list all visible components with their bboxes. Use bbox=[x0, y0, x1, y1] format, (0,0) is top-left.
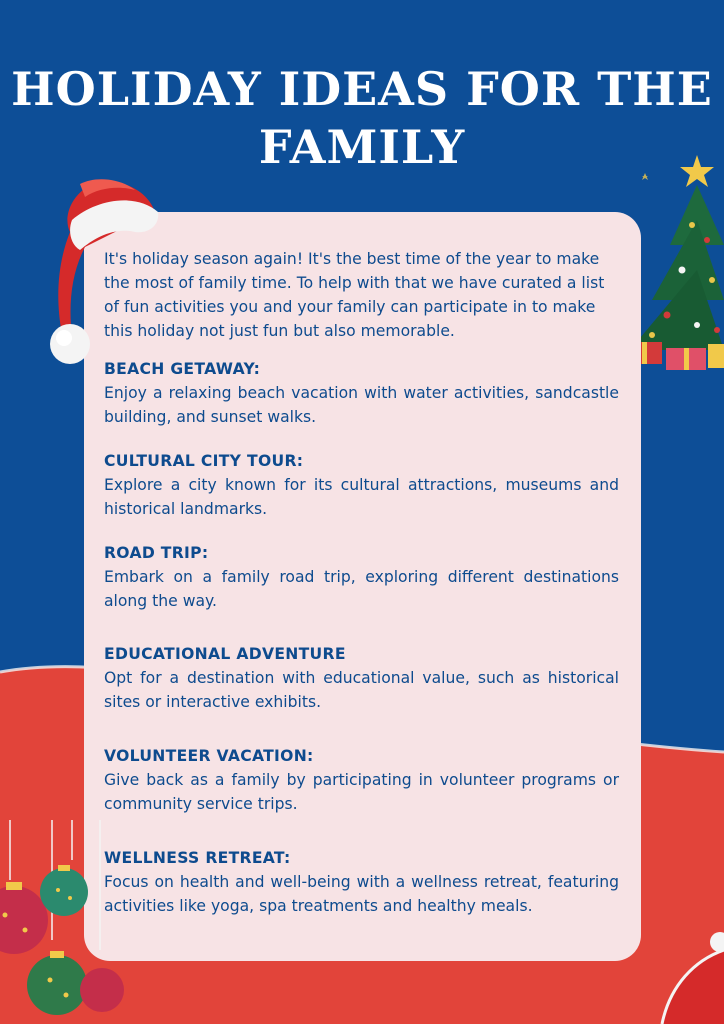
section-heading: EDUCATIONAL ADVENTURE bbox=[104, 645, 346, 663]
section-educational-adventure bbox=[104, 642, 619, 714]
section-cultural-city-tour bbox=[104, 449, 619, 521]
page-title: HOLIDAY IDEAS FOR THE FAMILY bbox=[11, 62, 713, 174]
section-heading: ROAD TRIP: bbox=[104, 544, 209, 562]
section-road-trip bbox=[104, 541, 619, 613]
section-body: Enjoy a relaxing beach vacation with water activities, sandcastle building, and sunset walks. bbox=[104, 384, 619, 426]
section-heading: VOLUNTEER VACATION: bbox=[104, 747, 314, 765]
intro-paragraph: It's holiday season again! It's the best time of the year to make the most of family time. To help with that we have curated a list of fun activities you and your family can participate in to make this holiday not just fun but also memorable. bbox=[104, 250, 605, 340]
section-volunteer-vacation bbox=[104, 744, 619, 816]
section-heading: CULTURAL CITY TOUR: bbox=[104, 452, 304, 470]
section-heading: WELLNESS RETREAT: bbox=[104, 849, 291, 867]
section-body: Opt for a destination with educational value, such as historical sites or interactive exhibits. bbox=[104, 669, 619, 711]
section-heading: BEACH GETAWAY: bbox=[104, 360, 261, 378]
section-wellness-retreat bbox=[104, 846, 619, 918]
section-body: Explore a city known for its cultural attractions, museums and historical landmarks. bbox=[104, 476, 619, 518]
content-text bbox=[104, 247, 619, 918]
section-body: Focus on health and well-being with a wellness retreat, featuring activities like yoga, spa treatments and healthy meals. bbox=[104, 873, 619, 915]
section-body: Embark on a family road trip, exploring different destinations along the way. bbox=[104, 568, 619, 610]
section-body: Give back as a family by participating in volunteer programs or community service trips. bbox=[104, 771, 619, 813]
section-beach-getaway bbox=[104, 357, 619, 429]
santa-hat-corner-icon bbox=[640, 920, 724, 1024]
